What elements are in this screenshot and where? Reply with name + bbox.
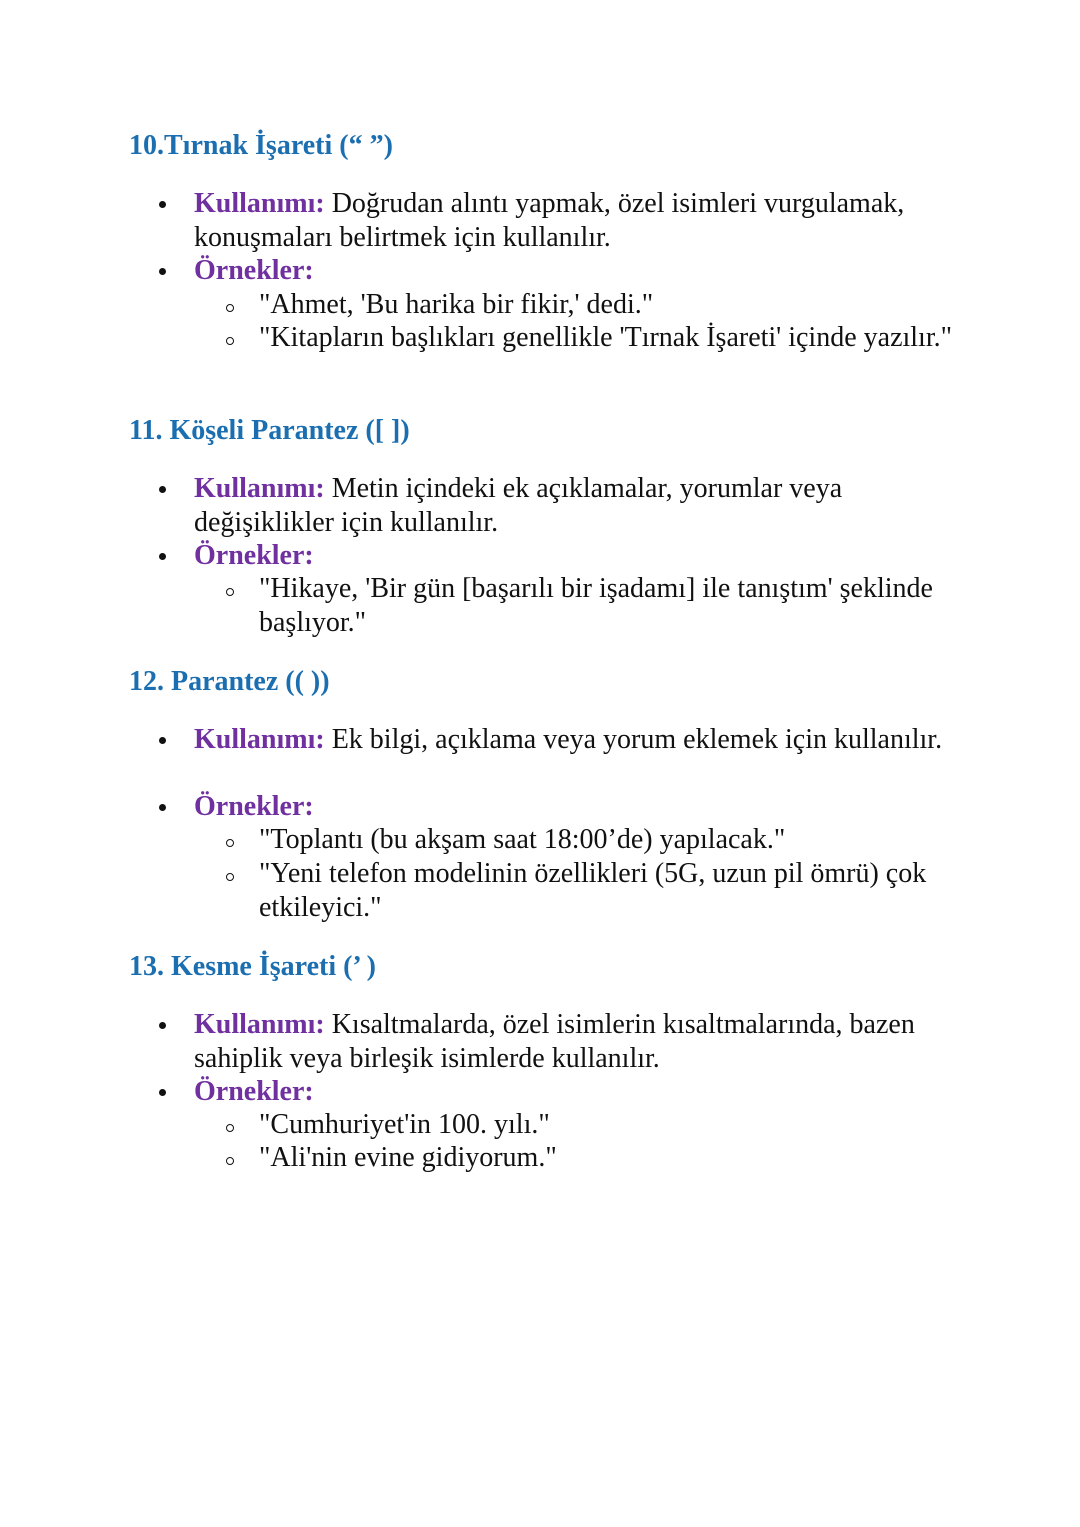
circle-bullet-icon: [226, 588, 234, 596]
circle-bullet-icon: [226, 337, 234, 345]
examples-label: Örnekler:: [194, 1076, 314, 1107]
bullet-dot-icon: [159, 804, 166, 811]
example-text: "Ali'nin evine gidiyorum.": [259, 1142, 557, 1173]
section-heading: 10.Tırnak İşareti (“ ”): [129, 130, 393, 161]
usage-text-block: [194, 723, 954, 757]
examples-text-block: [194, 790, 954, 824]
section-heading: 13. Kesme İşareti (’ ): [129, 951, 376, 982]
examples-label: Örnekler:: [194, 255, 314, 286]
usage-text-block: [194, 187, 954, 254]
example-text: "Kitapların başlıkları genellikle 'Tırnak İşareti' içinde yazılır.": [259, 322, 953, 353]
bullet-dot-icon: [159, 1089, 166, 1096]
examples-text-block: [194, 1075, 954, 1109]
circle-bullet-icon: [226, 839, 234, 847]
examples-text-block: [194, 254, 954, 288]
usage-text-block: [194, 1008, 954, 1075]
circle-bullet-icon: [226, 873, 234, 881]
example-text: "Yeni telefon modelinin özellikleri (5G, uzun pil ömrü) çok etkileyici.": [259, 858, 927, 923]
section-heading: 11. Köşeli Parantez ([ ]): [129, 415, 410, 446]
usage-description: Kısaltmalarda, özel isimlerin kısaltmalarında, bazen sahiplik veya birleşik isimlerde kullanılır.: [194, 1009, 915, 1074]
usage-label: Kullanımı:: [194, 724, 325, 755]
examples-text-block: [194, 539, 954, 573]
usage-label: Kullanımı:: [194, 473, 325, 504]
usage-description: Ek bilgi, açıklama veya yorum eklemek için kullanılır.: [324, 724, 943, 755]
bullet-dot-icon: [159, 737, 166, 744]
bullet-dot-icon: [159, 553, 166, 560]
usage-description: Metin içindeki ek açıklamalar, yorumlar veya değişiklikler için kullanılır.: [194, 473, 843, 538]
circle-bullet-icon: [226, 1157, 234, 1165]
bullet-dot-icon: [159, 201, 166, 208]
example-text: "Ahmet, 'Bu harika bir fikir,' dedi.": [259, 289, 654, 320]
usage-label: Kullanımı:: [194, 1009, 325, 1040]
example-text: "Cumhuriyet'in 100. yılı.": [259, 1109, 550, 1140]
bullet-dot-icon: [159, 268, 166, 275]
examples-label: Örnekler:: [194, 540, 314, 571]
section-heading: 12. Parantez (( )): [129, 666, 330, 697]
usage-description: Doğrudan alıntı yapmak, özel isimleri vurgulamak, konuşmaları belirtmek için kullanılır.: [194, 188, 905, 253]
usage-label: Kullanımı:: [194, 188, 325, 219]
bullet-dot-icon: [159, 1022, 166, 1029]
example-text: "Toplantı (bu akşam saat 18:00’de) yapılacak.": [259, 824, 786, 855]
usage-text-block: [194, 472, 954, 539]
circle-bullet-icon: [226, 1124, 234, 1132]
bullet-dot-icon: [159, 486, 166, 493]
example-text: "Hikaye, 'Bir gün [başarılı bir işadamı] ile tanıştım' şeklinde başlıyor.": [259, 573, 933, 638]
circle-bullet-icon: [226, 304, 234, 312]
examples-label: Örnekler:: [194, 791, 314, 822]
